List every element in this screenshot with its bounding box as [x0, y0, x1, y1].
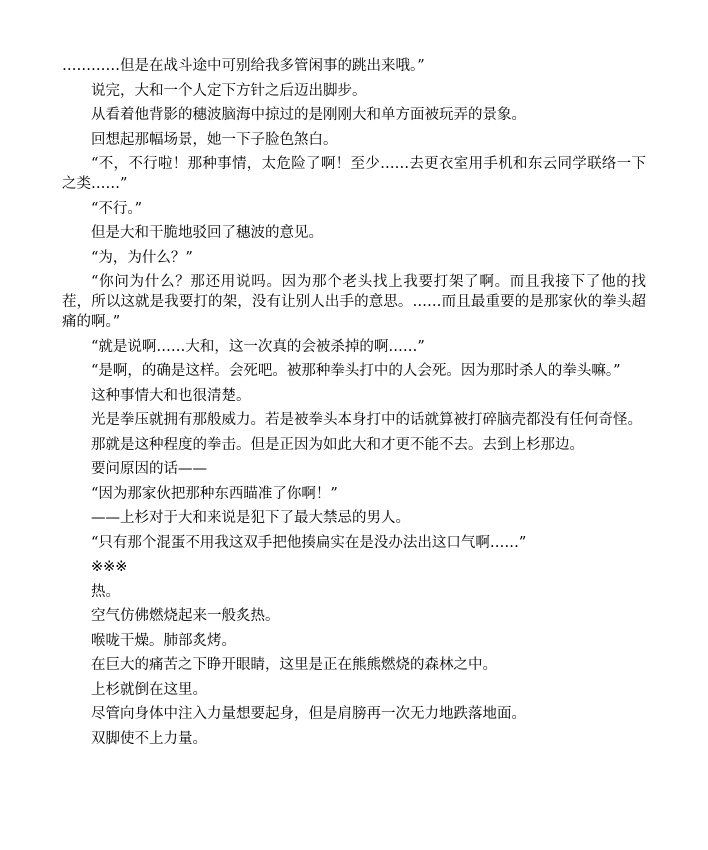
paragraph: 热。 [91, 583, 120, 600]
paragraph: 回想起那幅场景，她一下子脸色煞白。 [91, 131, 338, 148]
paragraph: 双脚使不上力量。 [91, 730, 207, 747]
paragraph: 喉咙干燥。肺部炙烤。 [91, 632, 236, 649]
paragraph: 从看着他背影的穗波脑海中掠过的是刚刚大和单方面被玩弄的景象。 [91, 107, 526, 123]
paragraph: 在巨大的痛苦之下睁开眼睛，这里是正在熊熊燃烧的森林之中。 [91, 657, 497, 673]
paragraph: 尽管向身体中注入力量想要起身，但是肩膀再一次无力地跌落地面。 [91, 706, 526, 722]
paragraph: 但是大和干脆地驳回了穗波的意见。 [91, 225, 323, 241]
paragraph: 要问原因的话—— [91, 461, 207, 477]
paragraph: “不行。” [91, 200, 143, 217]
paragraph: “就是说啊……大和，这一次真的会被杀掉的啊……” [91, 338, 425, 355]
paragraph: 光是拳压就拥有那般威力。若是被拳头本身打中的话就算被打碎脑壳都没有任何奇怪。 [91, 412, 642, 428]
scene-break: ※※※ [91, 559, 128, 575]
paragraph: 空气仿佛燃烧起来一般炙热。 [91, 608, 280, 624]
paragraph: “你问为什么？那还用说吗。因为那个老头找上我要打架了啊。而且我接下了他的找茬，所以这就是我要打的架，没有让别人出手的意思。……而且最重要的是那家伙的拳头超痛的啊。” [62, 274, 646, 330]
paragraph: …………但是在战斗途中可别给我多管闲事的跳出来哦。” [62, 58, 425, 74]
paragraph: “因为那家伙把那种东西瞄准了你啊！” [91, 485, 338, 502]
paragraph: “不，不行啦！那种事情，太危险了啊！至少……去更衣室用手机和东云同学联络一下之类……” [62, 156, 646, 192]
paragraph: 这种事情大和也很清楚。 [91, 387, 251, 404]
paragraph: 说完，大和一个人定下方针之后迈出脚步。 [91, 82, 367, 99]
paragraph: 上杉就倒在这里。 [91, 681, 207, 698]
paragraph: “为，为什么？” [91, 249, 193, 266]
paragraph: ——上杉对于大和来说是犯下了最大禁忌的男人。 [91, 510, 410, 526]
paragraph: 那就是这种程度的拳击。但是正因为如此大和才更不能不去。去到上杉那边。 [91, 436, 584, 453]
paragraph: “只有那个混蛋不用我这双手把他揍扁实在是没办法出这口气啊……” [91, 534, 527, 551]
document-page [62, 56, 646, 753]
paragraph: “是啊，的确是这样。会死吧。被那种拳头打中的人会死。因为那时杀人的拳头嘛。” [91, 363, 621, 379]
